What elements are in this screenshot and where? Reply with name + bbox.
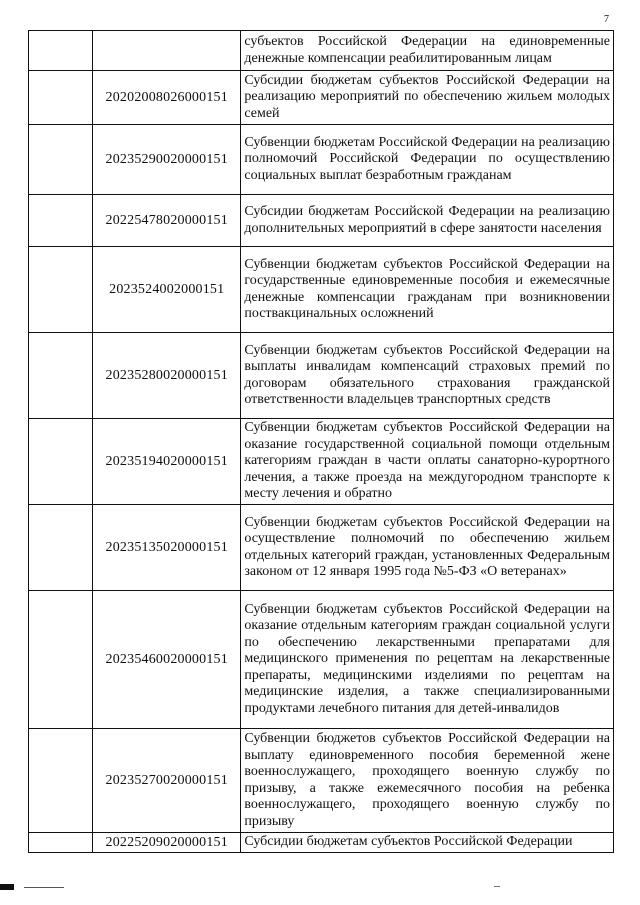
table-row <box>29 419 614 505</box>
empty-cell <box>29 247 93 333</box>
table-row <box>29 195 614 247</box>
scan-speck <box>494 886 500 887</box>
empty-cell <box>29 31 93 71</box>
budget-code-cell: 20225209020000151 <box>93 833 241 853</box>
budget-code-table <box>28 30 614 853</box>
description-cell: Субвенции бюджетам субъектов Российской Федерации на оказание отдельным категориям граждан социальной услуги по обеспечению лекарственными препаратами для медицинского применения по рецептам на лекарственные препараты, медицинскими изделиями по рецептам на медицинские изделия, а также специализированными продуктами лечебного питания для детей-инвалидов <box>241 591 614 729</box>
empty-cell <box>29 71 93 125</box>
table-row <box>29 247 614 333</box>
empty-cell <box>29 419 93 505</box>
empty-cell <box>29 729 93 833</box>
description-cell: Субвенции бюджетам субъектов Российской Федерации на государственные единовременные пособия и ежемесячные денежные компенсации гражданам при возникновении поствакцинальных осложнений <box>241 247 614 333</box>
budget-code-cell <box>93 31 241 71</box>
budget-code-cell: 20235270020000151 <box>93 729 241 833</box>
budget-code-cell: 20235194020000151 <box>93 419 241 505</box>
table-row <box>29 333 614 419</box>
empty-cell <box>29 125 93 195</box>
page-number: 7 <box>604 14 609 25</box>
scan-edge-mark <box>0 884 14 890</box>
table-row <box>29 833 614 853</box>
empty-cell <box>29 333 93 419</box>
budget-code-cell: 20235135020000151 <box>93 505 241 591</box>
table-row <box>29 591 614 729</box>
table-row <box>29 71 614 125</box>
description-cell: Субвенции бюджетам субъектов Российской Федерации на выплаты инвалидам компенсаций страховых премий по договорам обязательного страхования гражданской ответственности владельцев транспортных средств <box>241 333 614 419</box>
table-row <box>29 31 614 71</box>
description-cell: Субсидии бюджетам субъектов Российской Федерации на реализацию мероприятий по обеспечению жильем молодых семей <box>241 71 614 125</box>
table-row <box>29 505 614 591</box>
budget-code-cell: 20235460020000151 <box>93 591 241 729</box>
budget-code-cell: 20202008026000151 <box>93 71 241 125</box>
budget-code-cell: 20225478020000151 <box>93 195 241 247</box>
description-cell: Субвенции бюджетов субъектов Российской Федерации на выплату единовременного пособия беременной жене военнослужащего, проходящего военную службу по призыву, а также ежемесячного пособия на ребенка военнослужащего, проходящего военную службу по призыву <box>241 729 614 833</box>
description-cell: субъектов Российской Федерации на единовременные денежные компенсации реабилитированным лицам <box>241 31 614 71</box>
budget-code-cell: 20235280020000151 <box>93 333 241 419</box>
table-body <box>29 31 614 853</box>
description-cell: Субвенции бюджетам субъектов Российской Федерации на оказание государственной социальной помощи отдельным категориям граждан в части оплаты санаторно-курортного лечения, а также проезда на междугородном транспорте к месту лечения и обратно <box>241 419 614 505</box>
budget-code-cell: 20235290020000151 <box>93 125 241 195</box>
description-cell: Субсидии бюджетам субъектов Российской Федерации <box>241 833 614 853</box>
description-cell: Субвенции бюджетам Российской Федерации на реализацию полномочий Российской Федерации по осуществлению социальных выплат безработным гражданам <box>241 125 614 195</box>
empty-cell <box>29 591 93 729</box>
scan-edge-line <box>24 887 64 888</box>
empty-cell <box>29 833 93 853</box>
description-cell: Субсидии бюджетам Российской Федерации на реализацию дополнительных мероприятий в сфере занятости населения <box>241 195 614 247</box>
description-cell: Субвенции бюджетам субъектов Российской Федерации на осуществление полномочий по обеспечению жильем отдельных категорий граждан, установленных Федеральным законом от 12 января 1995 года №5-ФЗ «О ветеранах» <box>241 505 614 591</box>
empty-cell <box>29 505 93 591</box>
table-row <box>29 125 614 195</box>
empty-cell <box>29 195 93 247</box>
table-row <box>29 729 614 833</box>
budget-code-cell: 2023524002000151 <box>93 247 241 333</box>
